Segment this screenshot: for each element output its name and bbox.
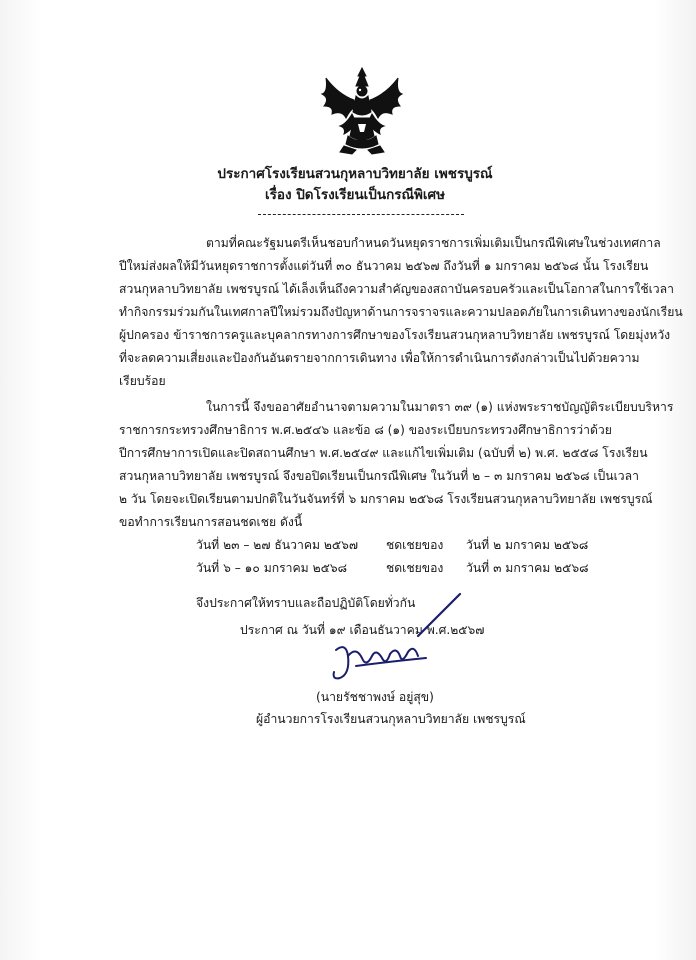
makeup-target: วันที่ ๒ มกราคม ๒๕๖๘ — [466, 538, 589, 552]
makeup-date: วันที่ ๒๓ – ๒๗ ธันวาคม ๒๕๖๗ — [196, 538, 359, 552]
divider — [258, 214, 464, 215]
paragraph-line: เรียบร้อย — [119, 374, 166, 388]
document-title: ประกาศโรงเรียนสวนกุหลาบวิทยาลัย เพชรบูรณ์ — [217, 166, 493, 182]
garuda-emblem-icon — [316, 64, 408, 156]
paragraph-line: ปีใหม่ส่งผลให้มีวันหยุดราชการตั้งแต่วันที่ ๓๐ ธันวาคม ๒๕๖๗ ถึงวันที่ ๑ มกราคม ๒๕๖๘ นั้น โรงเรียน — [119, 259, 649, 273]
paragraph-line: สวนกุหลาบวิทยาลัย เพชรบูรณ์ จึงขอปิดเรียนเป็นกรณีพิเศษ ในวันที่ ๒ – ๓ มกราคม ๒๕๖๘ เป็นเวลา — [119, 469, 639, 483]
signer-name: (นายรัชชาพงษ์ อยู่สุข) — [316, 690, 434, 704]
paragraph-line: ๒ วัน โดยจะเปิดเรียนตามปกติในวันจันทร์ที่ ๖ มกราคม ๒๕๖๘ โรงเรียนสวนกุหลาบวิทยาลัย เพชรบูรณ์ — [119, 492, 653, 506]
signer-title: ผู้อำนวยการโรงเรียนสวนกุหลาบวิทยาลัย เพชรบูรณ์ — [256, 712, 526, 726]
closing-notice: จึงประกาศให้ทราบและถือปฏิบัติโดยทั่วกัน — [196, 596, 416, 610]
paragraph-line: ปีการศึกษาการเปิดและปิดสถานศึกษา พ.ศ.๒๕๔๙ และแก้ไขเพิ่มเติม (ฉบับที่ ๒) พ.ศ. ๒๕๕๘ โรงเรียน — [119, 446, 648, 460]
makeup-label: ชดเชยของ — [386, 538, 444, 552]
handwritten-signature-icon — [326, 636, 446, 686]
paragraph-line: ขอทำการเรียนการสอนชดเชย ดังนี้ — [119, 515, 303, 529]
paragraph-line: ตามที่คณะรัฐมนตรีเห็นชอบกำหนดวันหยุดราชการเพิ่มเติมเป็นกรณีพิเศษในช่วงเทศกาล — [206, 236, 661, 250]
paragraph-line: ในการนี้ จึงขออาศัยอำนาจตามความในมาตรา ๓๙ (๑) แห่งพระราชบัญญัติระเบียบบริหาร — [206, 400, 674, 414]
paragraph-line: ราชการกระทรวงศึกษาธิการ พ.ศ.๒๕๔๖ และข้อ ๘ (๑) ของระเบียบกระทรวงศึกษาธิการว่าด้วย — [119, 423, 612, 437]
paragraph-line: สวนกุหลาบวิทยาลัย เพชรบูรณ์ ได้เล็งเห็นถึงความสำคัญของสถาบันครอบครัวและเป็นโอกาสในการใช้เวลา — [119, 282, 674, 296]
paragraph-line: ผู้ปกครอง ข้าราชการครูและบุคลากรทางการศึกษาของโรงเรียนสวนกุหลาบวิทยาลัย เพชรบูรณ์ โดยมุ่งหวัง — [119, 328, 671, 342]
paragraph-line: ที่จะลดความเสี่ยงและป้องกันอันตรายจากการเดินทาง เพื่อให้การดำเนินการดังกล่าวเป็นไปด้วยความ — [119, 351, 640, 365]
pen-stroke-icon — [414, 590, 464, 640]
announcement-date: ประกาศ ณ วันที่ ๑๙ เดือนธันวาคม พ.ศ.๒๕๖๗ — [240, 623, 485, 637]
paragraph-line: ทำกิจกรรมร่วมกันในเทศกาลปีใหม่รวมถึงปัญหาด้านการจราจรและความปลอดภัยในการเดินทางของนักเรียน — [119, 305, 683, 319]
document-subject: เรื่อง ปิดโรงเรียนเป็นกรณีพิเศษ — [264, 187, 446, 203]
makeup-date: วันที่ ๖ – ๑๐ มกราคม ๒๕๖๘ — [196, 561, 347, 575]
makeup-label: ชดเชยของ — [386, 561, 444, 575]
makeup-target: วันที่ ๓ มกราคม ๒๕๖๘ — [466, 561, 589, 575]
